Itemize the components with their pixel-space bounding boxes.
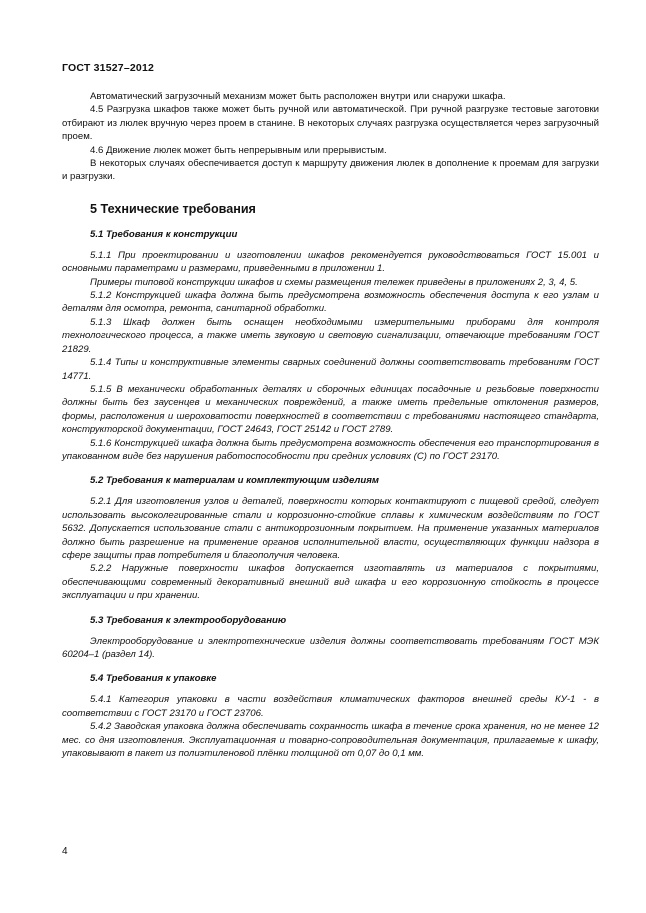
paragraph-5-1-2: 5.1.2 Конструкцией шкафа должна быть предусмотрена возможность обеспечения доступа к его узлам и деталям для осмотра, ремонта, санитарной обработки. [62,290,599,315]
paragraph-5-1-5: 5.1.5 В механически обработанных деталях и сборочных единицах посадочные и резьбовые поверхности должны быть без заусенцев и механических повреждений, а также иметь предельные отклонения размеров, формы, расположения и шероховатости поверхностей в соответствии с требованиями настоящего стандарта, конструкторской документации, ГОСТ 24643, ГОСТ 25142 и ГОСТ 2789. [62,383,599,436]
paragraph-5-4-2: 5.4.2 Заводская упаковка должна обеспечивать сохранность шкафа в течение срока хранения, но не менее 12 мес. со дня изготовления. Эксплуатационная и товарно-сопроводительная документация, прилагаемые к шкафу, упаковывают в пакет из полиэтиленовой плёнки толщиной от 0,07 до 0,1 мм. [62,721,599,760]
paragraph-intro: Автоматический загрузочный механизм может быть расположен внутри или снаружи шкафа. [90,91,506,102]
paragraph-4-5: 4.5 Разгрузка шкафов также может быть ручной или автоматической. При ручной разгрузке тестовые заготовки отбирают из люлек вручную через проем в станине. В некоторых случаях разгрузка осуществляется через загрузочный проем. [62,104,599,143]
paragraph-5-1-6: 5.1.6 Конструкцией шкафа должна быть предусмотрена возможность обеспечения его транспортирования в упакованном виде без нарушения работоспособности при средних условиях (С) по ГОСТ 23170. [62,437,599,462]
subsection-5-2-heading: 5.2 Требования к материалам и комплектующим изделиям [90,475,379,487]
subsection-5-4-heading: 5.4 Требования к упаковке [90,673,217,685]
paragraph-5-4-1: 5.4.1 Категория упаковки в части воздействия климатических факторов внешней среды КУ-1 - в соответствии с ГОСТ 23170 и ГОСТ 23706. [62,694,599,719]
paragraph-4-6b: В некоторых случаях обеспечивается доступ к маршруту движения люлек в дополнение к проемам для загрузки и разгрузки. [62,158,599,183]
paragraph-5-1-3: 5.1.3 Шкаф должен быть оснащен необходимыми измерительными приборами для контроля технологического процесса, а также иметь звуковую и световую сигнализации, отвечающие требованиям ГОСТ 21829. [62,316,599,355]
document-header: ГОСТ 31527–2012 [62,62,155,74]
section-5-heading: 5 Технические требования [90,201,256,216]
paragraph-5-3: Электрооборудование и электротехнические изделия должны соответствовать требованиям ГОСТ МЭК 60204–1 (раздел 14). [62,635,599,660]
paragraph-5-2-2: 5.2.2 Наружные поверхности шкафов допускается изготавлять из материалов с покрытиями, обеспечивающими современный декоративный внешний вид шкафа и его коррозионную стойкость в процессе эксплуатации и при хранении. [62,563,599,602]
paragraph-5-1-1: 5.1.1 При проектировании и изготовлении шкафов рекомендуется руководствоваться ГОСТ 15.001 и основными параметрами и размерами, приведенными в приложении 1. [62,249,599,275]
subsection-5-3-heading: 5.3 Требования к электрооборудованию [90,614,287,626]
paragraph-5-2-1: 5.2.1 Для изготовления узлов и деталей, поверхности которых контактируют с пищевой средой, следует использовать высоколегированные стали и коррозионно-стойкие сплавы к химическим воздействиям по ГОСТ 5632. Допускается использование стали с антикоррозионным покрытием. На применение указанных материалов должно быть разрешение на применение органов исполнительной власти, осуществляющих функции надзора в сфере защиты прав потребителя и благополучия человека. [62,496,599,561]
subsection-5-1-heading: 5.1 Требования к конструкции [90,228,238,240]
document-body [62,90,599,760]
paragraph-5-1-4: 5.1.4 Типы и конструктивные элементы сварных соединений должны соответствовать требованиям ГОСТ 14771. [62,357,599,382]
paragraph-5-1-1b: Примеры типовой конструкции шкафов и схемы размещения тележек приведены в приложениях 2, 3, 4, 5. [90,276,578,288]
page-number: 4 [62,846,68,857]
paragraph-4-6: 4.6 Движение люлек может быть непрерывным или прерывистым. [90,144,387,156]
